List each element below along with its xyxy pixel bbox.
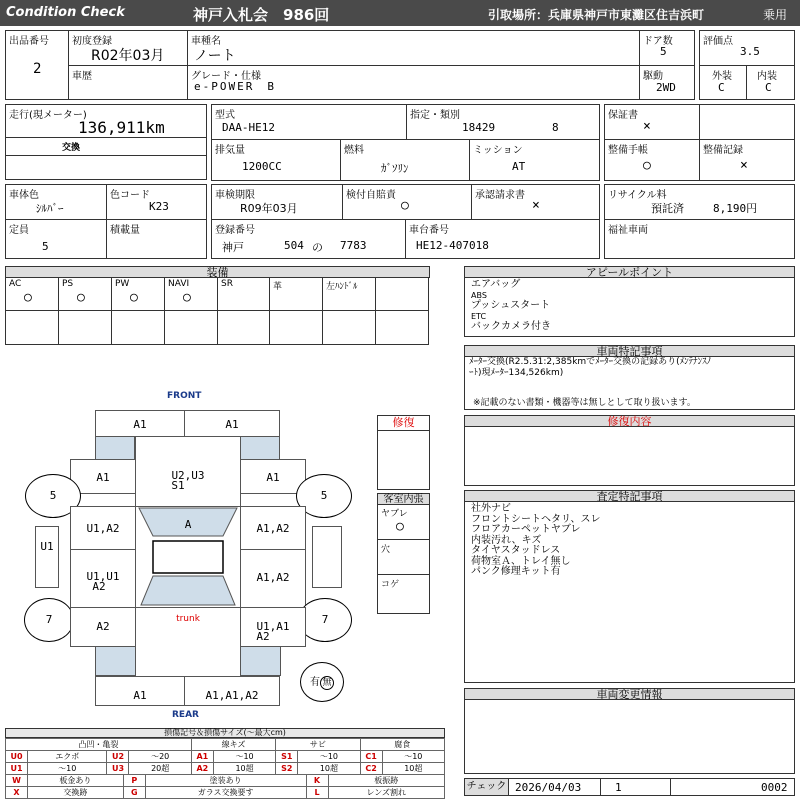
grade-value: e-POWER B bbox=[194, 80, 276, 93]
interior-value: C bbox=[765, 81, 772, 94]
color-cell bbox=[5, 184, 107, 220]
history-label: 車歴 bbox=[72, 71, 92, 82]
legend-code: W bbox=[6, 775, 28, 787]
doors-label: ドア数 bbox=[643, 36, 673, 47]
plate-cell bbox=[211, 219, 406, 259]
legend-desc: 交換跡 bbox=[28, 787, 124, 799]
check-num2: 0002 bbox=[761, 781, 788, 794]
front-left-corner bbox=[95, 436, 135, 460]
chassis-value: HE12-407018 bbox=[416, 239, 489, 252]
load-cell bbox=[106, 219, 207, 259]
legend-code: P bbox=[123, 775, 145, 787]
legend-code: A2 bbox=[191, 763, 213, 775]
legend-desc: ～10 bbox=[28, 763, 107, 775]
legend-code: X bbox=[6, 787, 28, 799]
cabin-label-1: ヤブレ bbox=[381, 509, 408, 519]
appeal-title: アピールポイント bbox=[464, 266, 795, 278]
quarter-right-damage-1: U1,A1 bbox=[256, 620, 290, 633]
inspection-value: R09年03月 bbox=[240, 202, 298, 215]
score-label: 評価点 bbox=[703, 36, 733, 47]
equipment-cell-extra bbox=[111, 310, 165, 345]
lot-label: 出品番号 bbox=[9, 36, 49, 47]
legend-table bbox=[5, 738, 445, 775]
warranty-label: 保証書 bbox=[608, 110, 638, 121]
drive-label: 駆動 bbox=[643, 71, 663, 82]
repair-content-title: 修復内容 bbox=[464, 415, 795, 427]
footer-bar bbox=[464, 778, 795, 796]
legend-group-1: 凸凹・亀裂 bbox=[6, 739, 192, 751]
check-num1: 1 bbox=[615, 781, 622, 794]
recycle-label: リサイクル料 bbox=[608, 190, 667, 201]
transmission-label: ミッション bbox=[473, 145, 523, 156]
interior-cell bbox=[746, 65, 795, 100]
model-label: 型式 bbox=[215, 110, 235, 121]
windshield-damage: A bbox=[184, 518, 192, 531]
equipment-table bbox=[5, 277, 430, 345]
equipment-cell-extra bbox=[322, 310, 376, 345]
grade-label: グレード・仕様 bbox=[191, 71, 261, 82]
special-line-1: ﾒｰﾀｰ交換(R2.5.31:2,385kmでﾒｰﾀｰ交換の記録あり(ﾒﾝﾃﾅﾝｽﾉ bbox=[469, 357, 712, 367]
mileage-cell bbox=[5, 104, 207, 180]
plate-num2: 7783 bbox=[340, 239, 367, 252]
designation-value2: 8 bbox=[552, 121, 559, 134]
trunk-panel bbox=[135, 607, 241, 677]
welfare-cell bbox=[604, 219, 795, 259]
special-box bbox=[464, 356, 795, 410]
insurance-label: 検付自賠責 bbox=[346, 190, 396, 201]
plate-kana: の bbox=[312, 241, 323, 254]
maintenance-record-label: 整備記録 bbox=[703, 145, 743, 156]
legend-code: G bbox=[123, 787, 145, 799]
designation-cell bbox=[406, 104, 600, 140]
pickup-location: 引取場所：兵庫県神戸市東灘区住吉浜町 bbox=[488, 8, 705, 22]
quarter-left: A2 bbox=[70, 607, 136, 647]
equipment-cell bbox=[375, 277, 429, 311]
legend-code: C1 bbox=[360, 751, 382, 763]
rear-right-panel: A1,A1,A2 bbox=[184, 676, 280, 706]
grade-cell bbox=[187, 65, 640, 100]
mirror-right bbox=[312, 526, 342, 588]
fender-fl: A1 bbox=[70, 459, 136, 494]
repair-box bbox=[377, 430, 430, 490]
mirror-left: U1 bbox=[35, 526, 59, 588]
score-cell bbox=[699, 30, 795, 66]
legend-desc: ～20 bbox=[129, 751, 191, 763]
legend-code: K bbox=[306, 775, 328, 787]
warranty-cell bbox=[604, 104, 700, 140]
legend-desc: 10超 bbox=[382, 763, 444, 775]
equipment-label: 革 bbox=[273, 282, 283, 292]
legend-desc: ～10 bbox=[298, 751, 360, 763]
warranty-extra-cell bbox=[699, 104, 795, 140]
car-name-cell bbox=[187, 30, 640, 66]
trunk-label: trunk bbox=[176, 614, 200, 624]
equipment-label: 左ﾊﾝﾄﾞﾙ bbox=[326, 282, 358, 292]
designation-label: 指定・類別 bbox=[410, 110, 460, 121]
rear-left-corner bbox=[95, 646, 136, 676]
spare-tire-status: 無 bbox=[320, 676, 334, 690]
equipment-title: 装備 bbox=[5, 266, 430, 278]
assessment-box bbox=[464, 501, 795, 683]
model-cell bbox=[211, 104, 407, 140]
mileage-value: 136,911km bbox=[78, 118, 165, 137]
transmission-cell bbox=[469, 139, 600, 181]
exterior-value: C bbox=[718, 81, 725, 94]
appeal-box bbox=[464, 277, 795, 337]
equipment-label: SR bbox=[221, 279, 233, 289]
repair-title: 修復 bbox=[377, 415, 430, 431]
equipment-value: ○ bbox=[77, 290, 85, 305]
legend-desc: レンズ割れ bbox=[328, 787, 444, 799]
legend-group-2: 線キズ bbox=[191, 739, 275, 751]
quarter-right bbox=[240, 607, 306, 647]
car-name-value: ノート bbox=[194, 48, 236, 64]
assessment-line: フロントシートヘタリ、スレ bbox=[471, 513, 601, 525]
model-value: DAA-HE12 bbox=[222, 121, 275, 134]
change-info-title: 車両変更情報 bbox=[464, 688, 795, 700]
maintenance-book-cell bbox=[604, 139, 700, 181]
appeal-line-5: バックカメラ付き bbox=[471, 321, 551, 332]
legend-desc: ～10 bbox=[382, 751, 444, 763]
special-line-2: ｰﾄ)現ﾒｰﾀｰ134,526km) bbox=[469, 368, 564, 378]
equipment-cell bbox=[111, 277, 165, 311]
rear-label: REAR bbox=[172, 710, 199, 720]
appeal-line-4: ETC bbox=[471, 312, 487, 321]
appeal-line-1: エアバッグ bbox=[471, 279, 521, 290]
legend-code: A1 bbox=[191, 751, 213, 763]
equipment-cell-extra bbox=[5, 310, 59, 345]
assessment-title: 査定特記事項 bbox=[464, 490, 795, 502]
fuel-value: ｶﾞｿﾘﾝ bbox=[381, 162, 409, 175]
equipment-cell bbox=[269, 277, 323, 311]
equipment-value: ○ bbox=[130, 290, 138, 305]
tire-fr: 5 bbox=[296, 474, 352, 518]
legend-code: L bbox=[306, 787, 328, 799]
legend-code: U1 bbox=[6, 763, 28, 775]
insurance-cell bbox=[342, 184, 472, 220]
legend-desc: 塗装あり bbox=[145, 775, 306, 787]
capacity-label: 定員 bbox=[9, 225, 29, 236]
drive-value: 2WD bbox=[656, 81, 676, 94]
fender-fr: A1 bbox=[240, 459, 306, 494]
equipment-cell-extra bbox=[375, 310, 429, 345]
plate-num1: 504 bbox=[284, 239, 304, 252]
score-value: 3.5 bbox=[740, 45, 760, 58]
capacity-value: 5 bbox=[42, 240, 49, 253]
assessment-line: 社外ナビ bbox=[471, 503, 511, 514]
equipment-cell-extra bbox=[217, 310, 270, 345]
auction-title: 神戸入札会 986回 bbox=[193, 6, 330, 24]
recycle-amount: 8,190円 bbox=[713, 202, 758, 215]
cabin-title: 客室内張 bbox=[377, 493, 430, 505]
color-code-value: K23 bbox=[149, 200, 169, 213]
equipment-label: AC bbox=[9, 279, 22, 289]
displacement-value: 1200CC bbox=[242, 160, 282, 173]
assessment-line: 荷物室Ａ、トレイ無し bbox=[471, 555, 571, 567]
equipment-cell bbox=[322, 277, 376, 311]
legend-table-2 bbox=[5, 774, 445, 799]
equipment-label: PS bbox=[62, 279, 74, 289]
maintenance-book-value: ○ bbox=[643, 158, 651, 173]
equipment-cell bbox=[58, 277, 112, 311]
roof-panel bbox=[153, 541, 223, 573]
legend-code: S2 bbox=[276, 763, 298, 775]
door-rr: A1,A2 bbox=[240, 549, 306, 608]
mileage-note: 交換 bbox=[62, 143, 81, 153]
approval-value: × bbox=[532, 198, 540, 213]
equipment-cell-extra bbox=[58, 310, 112, 345]
equipment-cell-extra bbox=[164, 310, 218, 345]
displacement-label: 排気量 bbox=[215, 145, 245, 156]
exterior-label: 外装 bbox=[712, 71, 732, 82]
equipment-cell-extra bbox=[269, 310, 323, 345]
assessment-line: タイヤスタッドレス bbox=[471, 545, 561, 556]
front-label: FRONT bbox=[167, 391, 202, 401]
exterior-cell bbox=[699, 65, 747, 100]
equipment-label: PW bbox=[115, 279, 130, 289]
equipment-cell bbox=[5, 277, 59, 311]
first-reg-value: R02年03月 bbox=[91, 48, 165, 64]
plate-label: 登録番号 bbox=[215, 225, 255, 236]
legend-code: U3 bbox=[107, 763, 129, 775]
legend-desc: ガラス交換要す bbox=[145, 787, 306, 799]
tire-fl: 5 bbox=[25, 474, 81, 518]
inspection-label: 車検期限 bbox=[215, 190, 255, 201]
equipment-cell bbox=[217, 277, 270, 311]
legend-code: U0 bbox=[6, 751, 28, 763]
chassis-label: 車台番号 bbox=[409, 225, 449, 236]
legend-group-4: 腐食 bbox=[360, 739, 444, 751]
quarter-right-damage-2: A2 bbox=[256, 630, 270, 643]
legend-code: U2 bbox=[107, 751, 129, 763]
equipment-label: NAVI bbox=[168, 279, 190, 289]
inspection-cell bbox=[211, 184, 343, 220]
front-left-panel: A1 bbox=[95, 410, 185, 437]
rear-right-corner bbox=[240, 646, 281, 676]
equipment-cell bbox=[164, 277, 218, 311]
legend-desc: エクボ bbox=[28, 751, 107, 763]
rear-window-shape bbox=[141, 576, 235, 605]
legend-desc: 板振跡 bbox=[328, 775, 444, 787]
color-code-cell bbox=[106, 184, 207, 220]
hood-panel bbox=[135, 436, 241, 507]
interior-label: 内装 bbox=[757, 71, 777, 82]
hood-damage-1: U2,U3 bbox=[171, 469, 205, 482]
front-right-corner bbox=[240, 436, 280, 460]
load-label: 積載量 bbox=[110, 225, 140, 236]
special-line-3: ※記載のない書類・機器等は無しとして取り扱います。 bbox=[473, 398, 696, 408]
fuel-cell bbox=[340, 139, 470, 181]
legend-desc: 板金あり bbox=[28, 775, 124, 787]
spare-tire-label: 有 bbox=[310, 677, 320, 688]
legend-desc: 10超 bbox=[298, 763, 360, 775]
approval-cell bbox=[471, 184, 600, 220]
page-header bbox=[0, 0, 800, 26]
fuel-label: 燃料 bbox=[344, 145, 364, 156]
check-date: 2026/04/03 bbox=[515, 781, 582, 794]
recycle-status: 預託済 bbox=[651, 202, 684, 215]
hood-damage-2: S1 bbox=[171, 479, 185, 492]
doors-value: 5 bbox=[660, 45, 667, 58]
door-rl-damage-1: U1,U1 bbox=[86, 570, 120, 583]
recycle-cell bbox=[604, 184, 795, 220]
tire-rl: 7 bbox=[24, 598, 74, 642]
equipment-value: ○ bbox=[24, 290, 32, 305]
drive-cell bbox=[639, 65, 695, 100]
doors-cell bbox=[639, 30, 695, 66]
mileage-label: 走行(現メーター) bbox=[9, 110, 87, 121]
plate-city: 神戸 bbox=[222, 241, 244, 254]
maintenance-book-label: 整備手帳 bbox=[608, 145, 648, 156]
front-right-panel: A1 bbox=[184, 410, 280, 437]
legend-desc: ～10 bbox=[213, 751, 275, 763]
repair-content-box bbox=[464, 426, 795, 486]
legend-code: C2 bbox=[360, 763, 382, 775]
appeal-line-3: プッシュスタート bbox=[471, 300, 551, 311]
displacement-cell bbox=[211, 139, 341, 181]
lot-value: 2 bbox=[33, 61, 42, 77]
rear-left-panel: A1 bbox=[95, 676, 185, 706]
welfare-label: 福祉車両 bbox=[608, 225, 648, 236]
cabin-box bbox=[377, 504, 430, 614]
color-label: 車体色 bbox=[9, 190, 39, 201]
legend-code: S1 bbox=[276, 751, 298, 763]
legend-title: 損傷記号＆損傷サイズ(～最大cm) bbox=[5, 728, 445, 738]
first-reg-label: 初度登録 bbox=[72, 36, 112, 47]
capacity-cell bbox=[5, 219, 107, 259]
vehicle-category: 乗用 bbox=[763, 8, 788, 22]
insurance-value: ○ bbox=[401, 198, 409, 213]
lot-cell bbox=[5, 30, 69, 100]
change-info-box bbox=[464, 699, 795, 774]
color-code-label: 色コード bbox=[110, 190, 150, 201]
cabin-label-2: 穴 bbox=[381, 545, 391, 555]
history-cell bbox=[68, 65, 188, 100]
check-label: チェック bbox=[465, 779, 509, 795]
cabin-label-3: コゲ bbox=[381, 580, 400, 590]
color-value: ｼﾙﾊﾞｰ bbox=[36, 202, 64, 215]
chassis-cell bbox=[405, 219, 600, 259]
legend-group-3: サビ bbox=[276, 739, 360, 751]
approval-label: 承認請求書 bbox=[475, 190, 525, 201]
transmission-value: AT bbox=[512, 160, 526, 173]
door-rl bbox=[70, 549, 136, 608]
designation-value1: 18429 bbox=[462, 121, 496, 134]
appeal-line-2: ABS bbox=[471, 291, 487, 300]
legend-desc: 10超 bbox=[213, 763, 275, 775]
assessment-line: フロアカーペットヤブレ bbox=[471, 524, 581, 535]
assessment-line: 内装汚れ、キズ bbox=[471, 534, 542, 546]
door-fl: U1,A2 bbox=[70, 506, 136, 550]
maintenance-record-cell bbox=[699, 139, 795, 181]
door-fr: A1,A2 bbox=[240, 506, 306, 550]
warranty-value: × bbox=[643, 119, 651, 134]
maintenance-record-value: × bbox=[740, 158, 748, 173]
car-name-label: 車種名 bbox=[191, 36, 221, 47]
brand-title: Condition Check bbox=[6, 5, 125, 20]
cabin-value-1: ○ bbox=[396, 519, 404, 534]
door-rl-damage-2: A2 bbox=[92, 580, 106, 593]
special-title: 車両特記事項 bbox=[464, 345, 795, 357]
legend-desc: 20超 bbox=[129, 763, 191, 775]
assessment-line: パンク修理キット有 bbox=[471, 566, 561, 577]
first-reg-cell bbox=[68, 30, 188, 66]
spare-tire bbox=[300, 662, 344, 702]
tire-rr: 7 bbox=[298, 598, 352, 642]
equipment-value: ○ bbox=[183, 290, 191, 305]
